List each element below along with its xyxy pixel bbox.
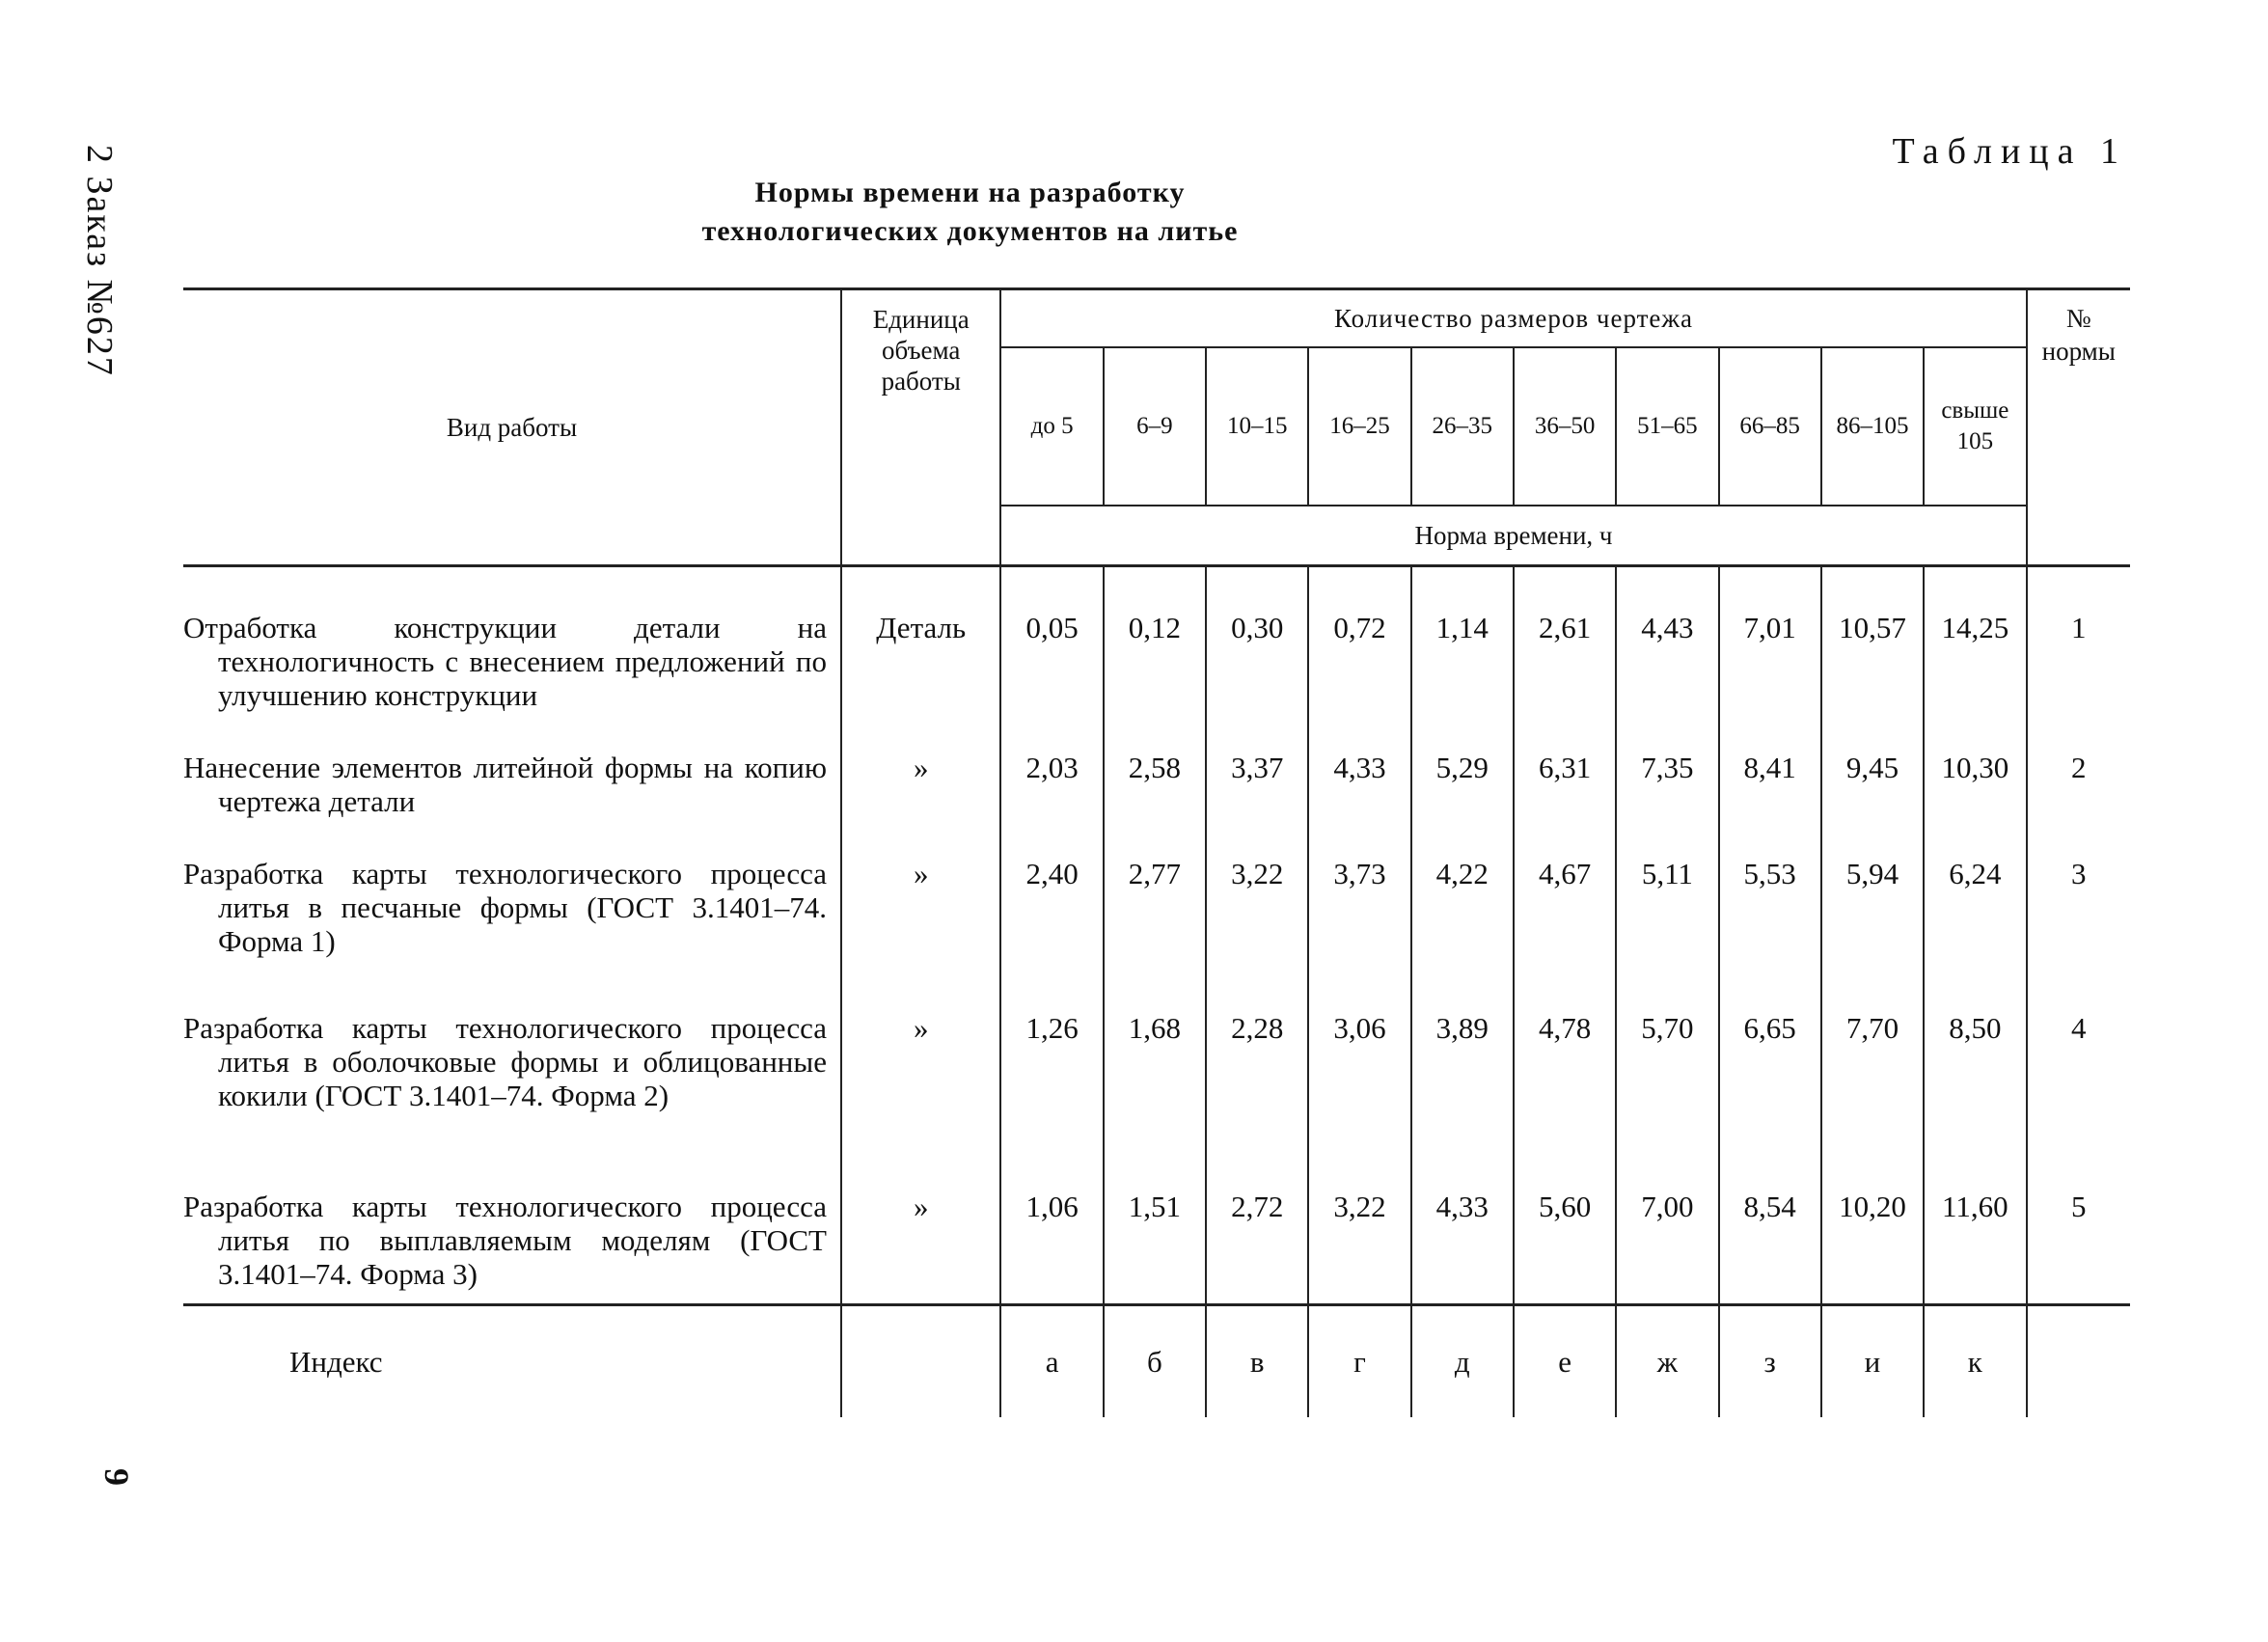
norm-value: 9,45 bbox=[1821, 722, 1924, 828]
work-description: Разработка карты технологического процесса литья в песчаные формы (ГОСТ 3.1401–74. Форма 1) bbox=[183, 828, 841, 982]
norm-value: 7,70 bbox=[1821, 982, 1924, 1161]
index-letter: а bbox=[1000, 1305, 1103, 1418]
header-range: 16–25 bbox=[1308, 347, 1410, 506]
index-letter: в bbox=[1206, 1305, 1308, 1418]
norm-value: 1,14 bbox=[1411, 566, 1514, 723]
header-range: 66–85 bbox=[1719, 347, 1821, 506]
norm-value: 3,22 bbox=[1308, 1161, 1410, 1305]
index-letter: и bbox=[1821, 1305, 1924, 1418]
norm-value: 5,94 bbox=[1821, 828, 1924, 982]
norm-value: 1,06 bbox=[1000, 1161, 1103, 1305]
norm-value: 6,65 bbox=[1719, 982, 1821, 1161]
norm-value: 2,77 bbox=[1104, 828, 1206, 982]
norms-table bbox=[183, 287, 2130, 1417]
norm-value: 5,60 bbox=[1514, 1161, 1616, 1305]
norm-value: 10,20 bbox=[1821, 1161, 1924, 1305]
header-range: до 5 bbox=[1000, 347, 1103, 506]
header-unit: Единица объема работы bbox=[841, 289, 1000, 566]
work-description: Разработка карты технологического процесса литья в оболочковые формы и облицованные кокили (ГОСТ 3.1401–74. Форма 2) bbox=[183, 982, 841, 1161]
index-letter: е bbox=[1514, 1305, 1616, 1418]
order-number: 2 Заказ №627 bbox=[79, 145, 120, 377]
index-letter: д bbox=[1411, 1305, 1514, 1418]
norm-value: 5,53 bbox=[1719, 828, 1821, 982]
norm-value: 10,57 bbox=[1821, 566, 1924, 723]
norm-value: 7,00 bbox=[1616, 1161, 1718, 1305]
header-norm-number: № нормы bbox=[2027, 289, 2130, 566]
table-row bbox=[183, 1161, 2130, 1305]
index-letter: б bbox=[1104, 1305, 1206, 1418]
norm-number: 4 bbox=[2027, 982, 2130, 1161]
norm-value: 3,06 bbox=[1308, 982, 1410, 1161]
norm-value: 1,51 bbox=[1104, 1161, 1206, 1305]
title-line-2: технологических документов на литье bbox=[701, 215, 1239, 247]
table-row bbox=[183, 566, 2130, 723]
norm-value: 8,54 bbox=[1719, 1161, 1821, 1305]
norm-number: 3 bbox=[2027, 828, 2130, 982]
work-description: Отработка конструкции детали на технологичность с внесением предложений по улучшению конструкции bbox=[183, 566, 841, 723]
norm-value: 4,22 bbox=[1411, 828, 1514, 982]
norm-number: 2 bbox=[2027, 722, 2130, 828]
norm-value: 7,35 bbox=[1616, 722, 1718, 828]
norm-value: 3,73 bbox=[1308, 828, 1410, 982]
norm-value: 8,50 bbox=[1924, 982, 2026, 1161]
norm-value: 6,24 bbox=[1924, 828, 2026, 982]
work-description: Нанесение элементов литейной формы на копию чертежа детали bbox=[183, 722, 841, 828]
index-label: Индекс bbox=[183, 1305, 841, 1418]
norm-value: 4,67 bbox=[1514, 828, 1616, 982]
header-range: 26–35 bbox=[1411, 347, 1514, 506]
norm-value: 5,70 bbox=[1616, 982, 1718, 1161]
norm-value: 2,58 bbox=[1104, 722, 1206, 828]
norm-value: 8,41 bbox=[1719, 722, 1821, 828]
norm-value: 0,72 bbox=[1308, 566, 1410, 723]
work-unit: » bbox=[841, 1161, 1000, 1305]
norm-value: 2,40 bbox=[1000, 828, 1103, 982]
norm-value: 2,28 bbox=[1206, 982, 1308, 1161]
norm-value: 0,12 bbox=[1104, 566, 1206, 723]
header-range: 10–15 bbox=[1206, 347, 1308, 506]
index-letter: г bbox=[1308, 1305, 1410, 1418]
norm-value: 7,01 bbox=[1719, 566, 1821, 723]
norm-value: 3,37 bbox=[1206, 722, 1308, 828]
index-letter: ж bbox=[1616, 1305, 1718, 1418]
index-letter: к bbox=[1924, 1305, 2026, 1418]
norm-number: 1 bbox=[2027, 566, 2130, 723]
norm-value: 4,43 bbox=[1616, 566, 1718, 723]
work-unit: » bbox=[841, 828, 1000, 982]
work-unit: » bbox=[841, 982, 1000, 1161]
table-row bbox=[183, 828, 2130, 982]
index-letter: з bbox=[1719, 1305, 1821, 1418]
norm-value: 3,89 bbox=[1411, 982, 1514, 1161]
table-title bbox=[0, 174, 2268, 251]
work-description: Разработка карты технологического процесса литья по выплавляемым моделям (ГОСТ 3.1401–74. Форма 3) bbox=[183, 1161, 841, 1305]
norm-value: 5,29 bbox=[1411, 722, 1514, 828]
table-label: Таблица 1 bbox=[1892, 131, 2127, 172]
norm-value: 2,72 bbox=[1206, 1161, 1308, 1305]
norm-value: 4,33 bbox=[1411, 1161, 1514, 1305]
norm-value: 3,22 bbox=[1206, 828, 1308, 982]
table-row bbox=[183, 982, 2130, 1161]
norm-value: 1,26 bbox=[1000, 982, 1103, 1161]
norm-value: 2,03 bbox=[1000, 722, 1103, 828]
header-range: 6–9 bbox=[1104, 347, 1206, 506]
header-range: свыше 105 bbox=[1924, 347, 2026, 506]
header-work-type: Вид работы bbox=[183, 289, 841, 566]
header-range: 51–65 bbox=[1616, 347, 1718, 506]
norm-value: 14,25 bbox=[1924, 566, 2026, 723]
norm-value: 5,11 bbox=[1616, 828, 1718, 982]
index-row bbox=[183, 1305, 2130, 1418]
header-range: 86–105 bbox=[1821, 347, 1924, 506]
page-number: 9 bbox=[97, 1468, 136, 1486]
norm-value: 6,31 bbox=[1514, 722, 1616, 828]
norm-value: 4,33 bbox=[1308, 722, 1410, 828]
header-quantity: Количество размеров чертежа bbox=[1000, 289, 2026, 348]
work-unit: Деталь bbox=[841, 566, 1000, 723]
norm-value: 11,60 bbox=[1924, 1161, 2026, 1305]
work-unit: » bbox=[841, 722, 1000, 828]
title-line-1: Нормы времени на разработку bbox=[754, 177, 1186, 208]
norm-value: 2,61 bbox=[1514, 566, 1616, 723]
header-norm-time: Норма времени, ч bbox=[1000, 506, 2026, 566]
norm-value: 4,78 bbox=[1514, 982, 1616, 1161]
norm-value: 1,68 bbox=[1104, 982, 1206, 1161]
index-num-empty bbox=[2027, 1305, 2130, 1418]
table-row bbox=[183, 722, 2130, 828]
norm-value: 0,05 bbox=[1000, 566, 1103, 723]
header-range: 36–50 bbox=[1514, 347, 1616, 506]
norm-value: 0,30 bbox=[1206, 566, 1308, 723]
norm-value: 10,30 bbox=[1924, 722, 2026, 828]
norm-number: 5 bbox=[2027, 1161, 2130, 1305]
index-unit-empty bbox=[841, 1305, 1000, 1418]
